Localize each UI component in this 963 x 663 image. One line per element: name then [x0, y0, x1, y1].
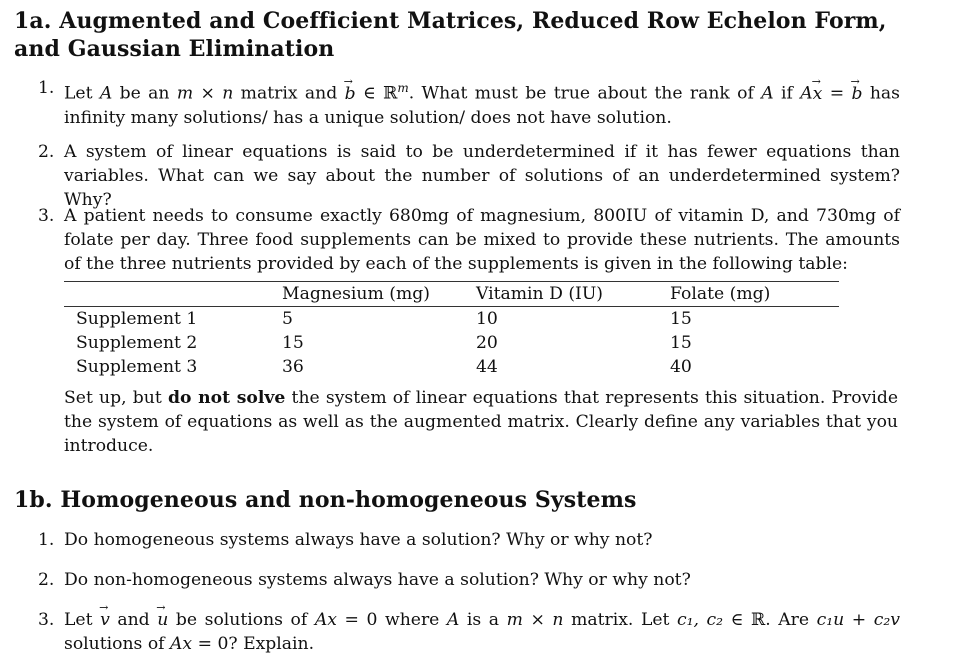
math-mxn: m × n	[506, 610, 564, 630]
table-cell: 36	[282, 357, 304, 377]
math-vector-x: → x	[813, 82, 823, 106]
math-c1-c2: c₁, c₂	[677, 610, 724, 630]
math-vector-u: → u	[157, 608, 168, 632]
text-fragment: and	[109, 610, 158, 630]
math-A: A	[446, 610, 460, 630]
setup-instructions	[64, 386, 898, 458]
table-header-cell	[64, 282, 282, 307]
text-fragment: =	[822, 83, 852, 104]
math-Ax: Ax	[170, 634, 193, 654]
table-cell: Supplement 1	[76, 309, 198, 329]
question-number: 1.	[38, 78, 55, 98]
text-fragment: matrix and	[233, 83, 345, 104]
question-number: 3.	[38, 610, 55, 630]
text-fragment: Let	[64, 83, 100, 104]
text-fragment: ∈ ℝ	[355, 83, 398, 104]
math-exponent-m: m	[397, 81, 409, 95]
text-fragment: . What must be true about the rank of	[408, 83, 762, 104]
table-cell: Supplement 2	[76, 333, 198, 353]
question-text: A system of linear equations is said to be underdetermined if it has fewer equations than variables. What can we say about the number of solutions of an underdetermined system? Why?	[64, 142, 900, 210]
question-number: 2.	[38, 142, 55, 162]
text-fragment: matrix. Let	[563, 610, 678, 630]
question-number: 3.	[38, 206, 55, 226]
table-cell: 20	[476, 333, 498, 353]
table-cell: 44	[476, 357, 498, 377]
table-row	[64, 307, 839, 332]
emphasis-text: do not solve	[167, 388, 286, 408]
table-header-row	[64, 282, 839, 307]
question-1b-2	[38, 568, 900, 592]
math-vector-b: → b	[851, 82, 862, 106]
text-fragment: be an	[112, 83, 177, 104]
question-number: 1.	[38, 530, 55, 550]
question-number: 2.	[38, 570, 55, 590]
text-fragment: Let	[64, 610, 101, 630]
table-cell: Supplement 3	[76, 357, 198, 377]
question-1b-1	[38, 528, 900, 552]
table-cell: 15	[670, 333, 692, 353]
table-cell: 40	[670, 357, 692, 377]
question-text: A patient needs to consume exactly 680mg of magnesium, 800IU of vitamin D, and 730mg of folate per day. Three food supplements can be mixed to provide these nutrients. The amounts of the three nutrients provided by each of the supplements is given in the following table:	[64, 206, 900, 274]
math-A: A	[99, 83, 113, 104]
text-fragment: solutions of	[64, 634, 171, 654]
question-text	[64, 608, 900, 656]
table-header-cell: Vitamin D (IU)	[476, 282, 670, 307]
math-vector-b: → b	[345, 82, 356, 106]
question-1b-3	[38, 608, 900, 656]
question-text: Do homogeneous systems always have a solution? Why or why not?	[64, 530, 653, 550]
nutrient-table	[64, 281, 839, 379]
text-fragment: is a	[459, 610, 507, 630]
math-Ax: Ax	[314, 610, 337, 630]
text-fragment: be solutions of	[168, 610, 315, 630]
question-text	[64, 76, 900, 130]
table-header-cell: Magnesium (mg)	[282, 282, 476, 307]
table-row	[64, 331, 839, 355]
table-cell: 15	[670, 309, 692, 329]
section-1b-title: 1b. Homogeneous and non-homogeneous Systems	[14, 487, 637, 513]
table-cell: 15	[282, 333, 304, 353]
question-1a-2	[38, 140, 900, 212]
text-fragment: ∈ ℝ. Are	[723, 610, 817, 630]
text-fragment: Set up, but	[64, 388, 168, 408]
section-1a-title: 1a. Augmented and Coefficient Matrices, Reduced Row Echelon Form, and Gaussian Elimination	[14, 8, 887, 62]
math-A: A	[800, 83, 813, 104]
text-fragment: the system of linear equations that represents this situation. Provide the system of equations as well as the augmented matrix. Clearly define any variables that you introduce.	[64, 388, 899, 456]
text-fragment: if	[773, 83, 801, 104]
table-row	[64, 355, 839, 379]
table-cell: 10	[476, 309, 498, 329]
math-mxn: m × n	[176, 83, 234, 104]
math-A: A	[761, 83, 774, 104]
question-1a-3	[38, 204, 900, 276]
question-text: Do non-homogeneous systems always have a solution? Why or why not?	[64, 570, 691, 590]
text-fragment: = 0 where	[336, 610, 447, 630]
table-cell: 5	[282, 309, 293, 329]
text-fragment: has infinity many solutions/ has a unique solution/ does not have solution.	[64, 83, 900, 128]
table-header-cell: Folate (mg)	[670, 282, 839, 307]
math-vector-v: → v	[100, 608, 110, 632]
math-linear-combination: c₁u + c₂v	[816, 610, 900, 630]
text-fragment: = 0? Explain.	[192, 634, 315, 654]
question-1a-1	[38, 76, 900, 130]
